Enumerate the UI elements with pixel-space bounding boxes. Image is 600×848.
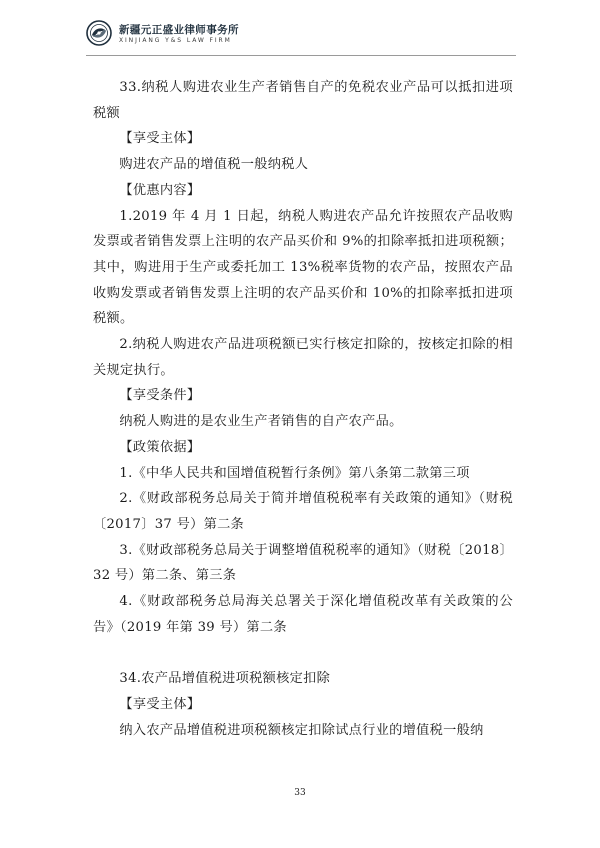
section-33-basis-item-4: 4.《财政部税务总局海关总署关于深化增值税改革有关政策的公告》（2019 年第 39 号）第二条: [93, 594, 513, 635]
section-33-basis-item-3: 3.《财政部税务总局关于调整增值税税率的通知》（财税〔2018〕32 号）第二条、第三条: [93, 542, 513, 584]
section-33-benefit-item-1: 1.2019 年 4 月 1 日起，纳税人购进农产品允许按照农产品收购发票或者销售发票上注明的农产品买价和 9%的扣除率抵扣进项税额；其中，购进用于生产或委托加工 13%税率货物的农产品，按照农产品收购发票或者销售发票上注明的农产品买价和 10%的扣除率抵扣进项税额。: [93, 208, 513, 327]
section-34-beneficiary-heading: 【享受主体】: [119, 696, 201, 712]
firm-name-english: XINJIANG Y&S LAW FIRM: [119, 37, 232, 44]
header-divider: [86, 55, 516, 56]
section-34-beneficiary-text: 纳入农产品增值税进项税额核定扣除试点行业的增值税一般纳: [119, 722, 484, 738]
page-number: 33: [294, 788, 306, 798]
firm-seal-logo-icon: [86, 20, 112, 46]
section-33-title: 33.纳税人购进农业生产者销售自产的免税农业产品可以抵扣进项税额: [93, 80, 513, 121]
section-33-basis-heading: 【政策依据】: [119, 439, 201, 455]
section-34-title: 34.农产品增值税进项税额核定扣除: [119, 671, 331, 687]
section-33-condition-heading: 【享受条件】: [119, 388, 201, 404]
section-33-benefit-heading: 【优惠内容】: [119, 182, 201, 198]
document-body: [93, 75, 513, 743]
section-33-basis-item-2: 2.《财政部税务总局关于简并增值税税率有关政策的通知》（财税〔2017〕37 号）第二条: [93, 491, 513, 532]
firm-name-chinese: 新疆元正盛业律师事务所: [119, 24, 239, 36]
section-33-basis-item-1: 1.《中华人民共和国增值税暂行条例》第八条第二款第三项: [119, 465, 470, 481]
section-33-condition-text: 纳税人购进的是农业生产者销售的自产农产品。: [119, 414, 403, 430]
page-header: [86, 18, 516, 52]
section-33-beneficiary-heading: 【享受主体】: [119, 131, 201, 147]
section-33-beneficiary-text: 购进农产品的增值税一般纳税人: [119, 157, 309, 173]
section-33-benefit-item-2: 2.纳税人购进农产品进项税额已实行核定扣除的，按核定扣除的相关规定执行。: [93, 337, 513, 378]
